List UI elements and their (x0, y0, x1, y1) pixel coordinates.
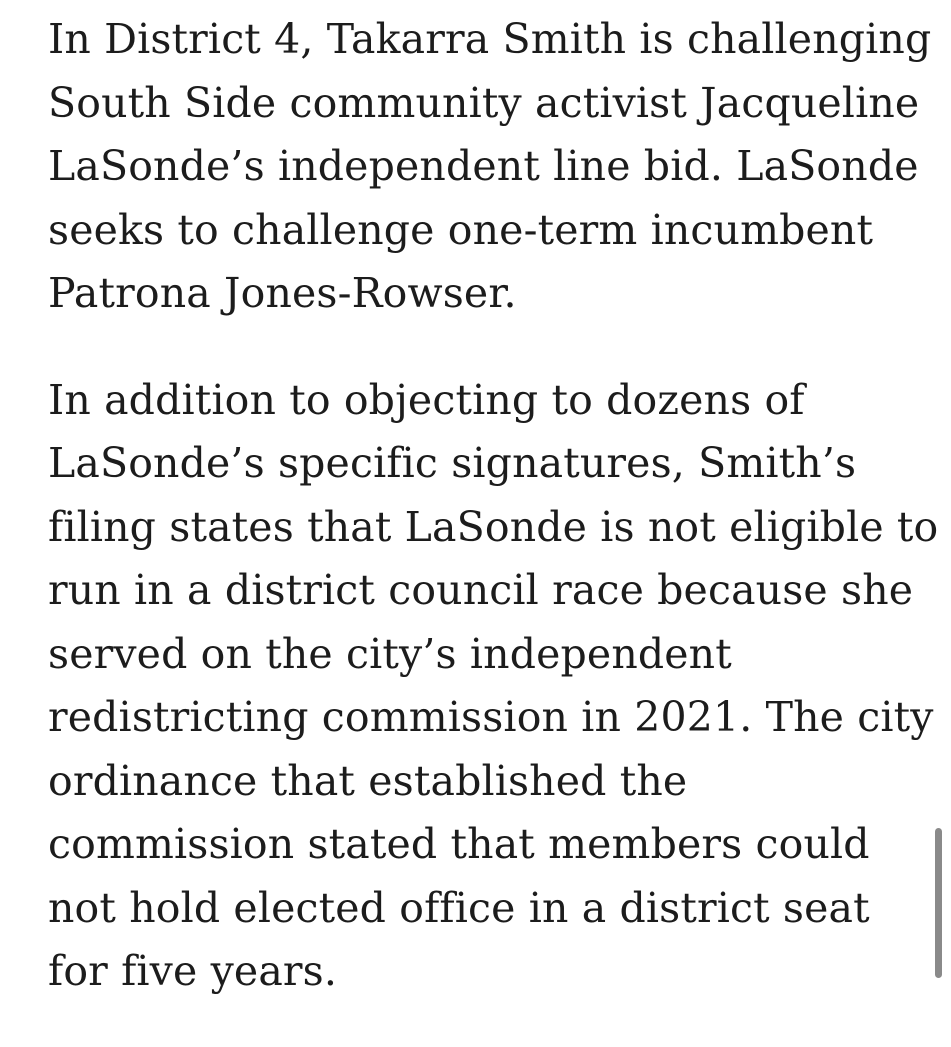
text-line: for five years. (48, 947, 338, 995)
paragraph-district-4 (48, 8, 932, 326)
text-line: ordinance that established the (48, 756, 688, 805)
text-line: run in a district council race because she (48, 566, 914, 614)
text-line: commission stated that members could (48, 820, 870, 868)
text-line: served on the city’s independent (48, 629, 732, 678)
text-line: redistricting commission in 2021. The city (48, 693, 934, 741)
text-line: Patrona Jones-Rowser. (48, 269, 517, 317)
article-body (48, 8, 939, 1047)
paragraph-eligibility (48, 369, 939, 1004)
text-line: seeks to challenge one-term incumbent (48, 205, 874, 254)
text-line: LaSonde’s independent line bid. LaSonde (48, 142, 919, 190)
text-line: South Side community activist Jacqueline (48, 78, 920, 127)
text-line: In addition to objecting to dozens of (48, 375, 805, 424)
text-line: filing states that LaSonde is not eligible to (48, 502, 939, 551)
text-line: not hold elected office in a district seat (48, 883, 870, 932)
text-line: LaSonde’s specific signatures, Smith’s (48, 439, 857, 487)
text-line: In District 4, Takarra Smith is challenging (48, 15, 932, 63)
scrollbar-thumb[interactable] (935, 828, 942, 978)
